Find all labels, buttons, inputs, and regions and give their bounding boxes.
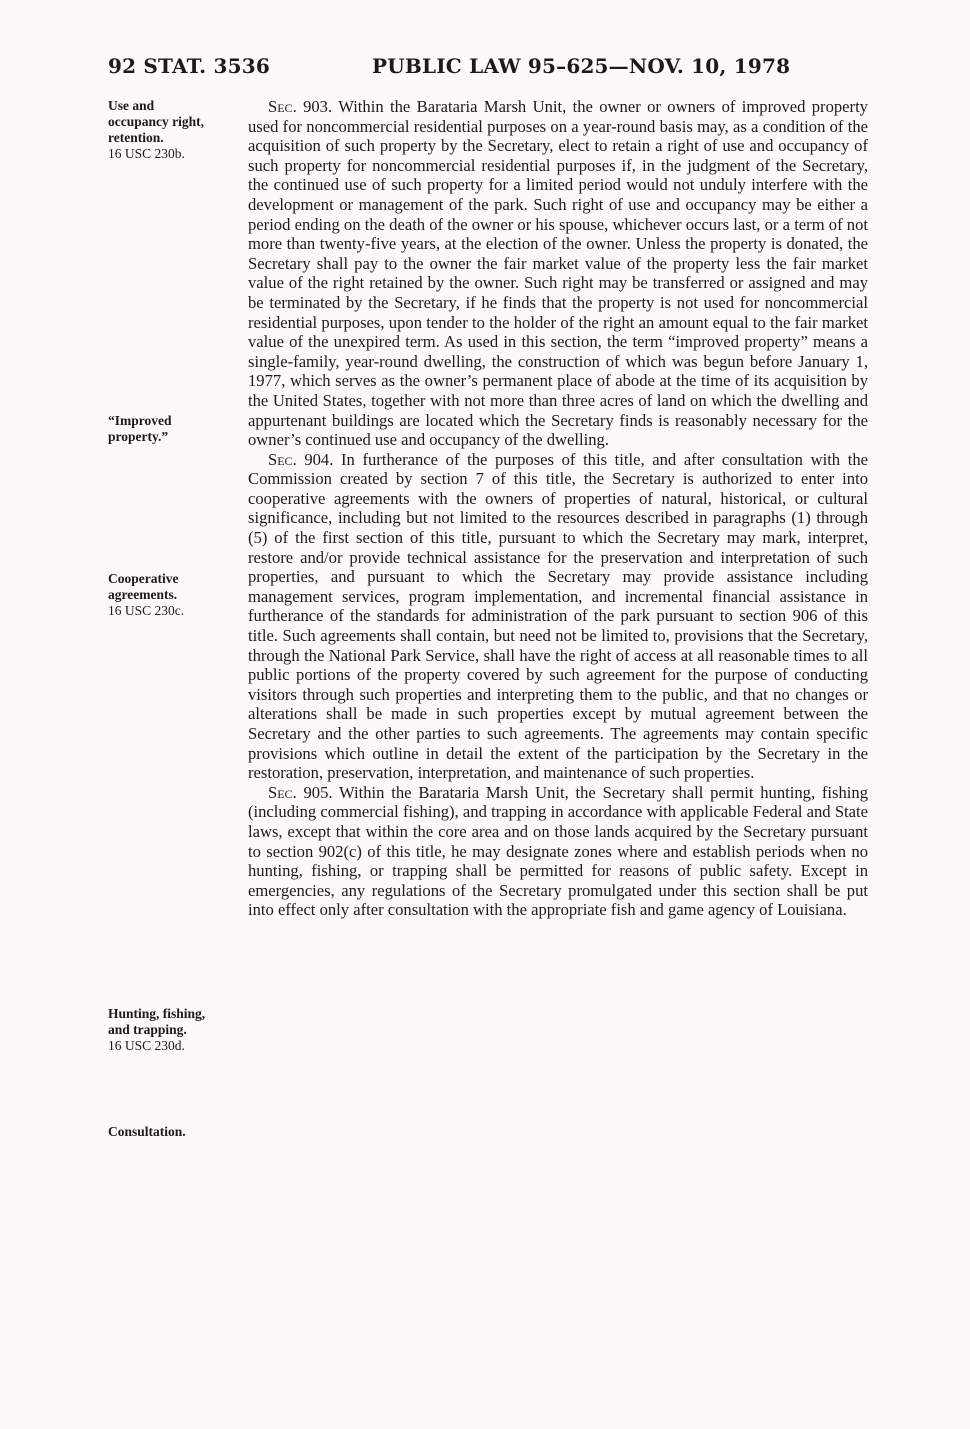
section-text: In furtherance of the purposes of this title, and after consultation with the Commission created by section 7 of this title, the Secretary is authorized to enter into cooperative agreements with the owners of properties of natural, historical, or cultural significance, including but not limited to the resources described in paragraphs (1) through (5) of the first section of this title, pursuant to which the Secretary may mark, interpret, restore and/or provide technical assistance for the preservation and interpretation of such properties, and pursuant to which the Secretary may provide assistance including management services, program implementation, and incremental financial assistance in furtherance of the standards for administration of the park pursuant to section 906 of this title. Such agreements shall contain, but need not be limited to, provisions that the Secretary, through the National Park Service, shall have the right of access at all reasonable times to all public portions of the property covered by such agreement for the purpose of conducting visitors through such properties and interpreting them to the public, and that no changes or alterations shall be made in such properties except by mutual agreement between the Secretary and the other parties to such agreements. The agreements may contain specific provisions which outline in detail the extent of the participation by the Secretary in the restoration, preservation, interpretation, and maintenance of such properties.: [248, 449, 868, 783]
usc-citation: 16 USC 230c.: [108, 603, 185, 618]
section-label: Sec. 905.: [268, 782, 333, 802]
margin-note-consultation: Consultation.: [108, 1124, 186, 1139]
usc-citation: 16 USC 230b.: [108, 146, 185, 161]
statute-page-number: 92 STAT. 3536: [108, 54, 270, 78]
section-label: Sec. 903.: [268, 97, 333, 116]
page-header: [108, 54, 868, 82]
margin-note-hunting-fishing: Hunting, fishing, and trapping. 16 USC 230d.: [108, 1006, 233, 1054]
usc-citation: 16 USC 230d.: [108, 1038, 185, 1053]
page-title: PUBLIC LAW 95–625—NOV. 10, 1978: [372, 54, 791, 78]
margin-note-use-occupancy: Use and occupancy right, retention. 16 USC 230b.: [108, 98, 233, 162]
statute-body: [248, 97, 868, 920]
section-904: [248, 450, 868, 783]
section-text: Within the Barataria Marsh Unit, the owner or owners of improved property used for noncommercial residential purposes on a year-round basis may, as a condition of the acquisition of such property by the Secretary, elect to retain a right of use and occupancy of such property for noncommercial residential purposes if, in the judgment of the Secretary, the continued use of such property for a limited period would not unduly interfere with the development or management of the park. Such right of use and occupancy may be either a period ending on the death of the owner or his spouse, whichever occurs last, or a term of not more than twenty-five years, at the election of the owner. Unless the property is donated, the Secretary shall pay to the owner the fair market value of the property less the fair market value of the right retained by the owner. Such right may be transferred or assigned and may be terminated by the Secretary, if he finds that the property is not used for noncommercial residential purposes, upon tender to the holder of the right an amount equal to the fair market value of the unexpired term. As used in this section, the term “improved property” means a single-family, year-round dwelling, the construction of which was begun before January 1, 1977, which serves as the owner’s permanent place of abode at the time of its acquisition by the United States, together with not more than three acres of land on which the dwelling and appurtenant buildings are located which the Secretary finds is reasonably necessary for the owner’s continued use and occupancy of the dwelling.: [248, 97, 868, 450]
section-903: [248, 97, 868, 450]
section-text: Within the Barataria Marsh Unit, the Secretary shall permit hunting, fishing (including commercial fishing), and trapping in accordance with applicable Federal and State laws, except that within the core area and on those lands acquired by the Secretary pursuant to section 902(c) of this title, he may designate zones where and establish periods when no hunting, fishing, or trapping shall be permitted for reasons of public safety. Except in emergencies, any regulations of the Secretary promulgated under this section shall be put into effect only after consultation with the appropriate fish and game agency of Louisiana.: [248, 782, 868, 920]
margin-note-improved-property: “Improved property.”: [108, 413, 172, 444]
section-label: Sec. 904.: [268, 449, 334, 469]
section-905: [248, 783, 868, 920]
margin-note-cooperative-agreements: Cooperative agreements. 16 USC 230c.: [108, 571, 233, 619]
